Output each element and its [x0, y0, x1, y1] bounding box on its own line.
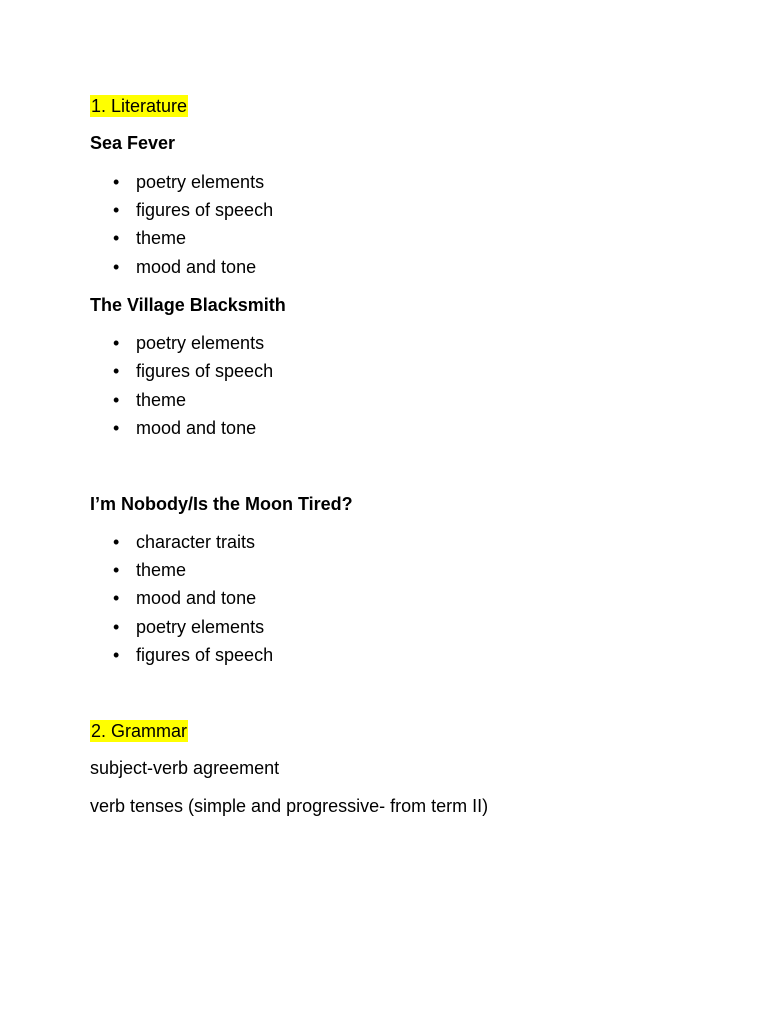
- list-item-text: mood and tone: [136, 418, 257, 438]
- list-item-text: poetry elements: [136, 617, 265, 637]
- bullet-icon: •: [113, 390, 120, 410]
- bullet-icon: •: [113, 617, 120, 637]
- section-heading-literature: [90, 95, 188, 117]
- list-item-text: theme: [136, 390, 187, 410]
- bullet-icon: •: [113, 257, 120, 277]
- list-item-text: mood and tone: [136, 588, 257, 608]
- bullet-icon: •: [113, 361, 120, 381]
- list-item-text: character traits: [136, 532, 256, 552]
- bullet-icon: •: [113, 333, 120, 353]
- list-item-text: figures of speech: [136, 361, 274, 381]
- list-item-text: poetry elements: [136, 333, 265, 353]
- list-item-text: mood and tone: [136, 257, 257, 277]
- bullet-icon: •: [113, 588, 120, 608]
- grammar-item: subject-verb agreement: [90, 758, 280, 778]
- list-item-text: theme: [136, 560, 187, 580]
- work-title-im-nobody: I’m Nobody/Is the Moon Tired?: [90, 494, 353, 514]
- bullet-icon: •: [113, 645, 120, 665]
- bullet-icon: •: [113, 532, 120, 552]
- highlighted-heading: 1. Literature: [91, 96, 188, 116]
- highlighted-heading: 2. Grammar: [91, 721, 188, 741]
- grammar-item: verb tenses (simple and progressive- from term II): [90, 796, 489, 816]
- list-item-text: theme: [136, 228, 187, 248]
- bullet-icon: •: [113, 228, 120, 248]
- list-item-text: poetry elements: [136, 172, 265, 192]
- work-title-sea-fever: Sea Fever: [90, 133, 176, 153]
- list-item-text: figures of speech: [136, 200, 274, 220]
- list-item-text: figures of speech: [136, 645, 274, 665]
- bullet-icon: •: [113, 418, 120, 438]
- bullet-icon: •: [113, 560, 120, 580]
- section-heading-grammar: [90, 720, 188, 742]
- work-title-village-blacksmith: The Village Blacksmith: [90, 295, 286, 315]
- bullet-icon: •: [113, 200, 120, 220]
- bullet-icon: •: [113, 172, 120, 192]
